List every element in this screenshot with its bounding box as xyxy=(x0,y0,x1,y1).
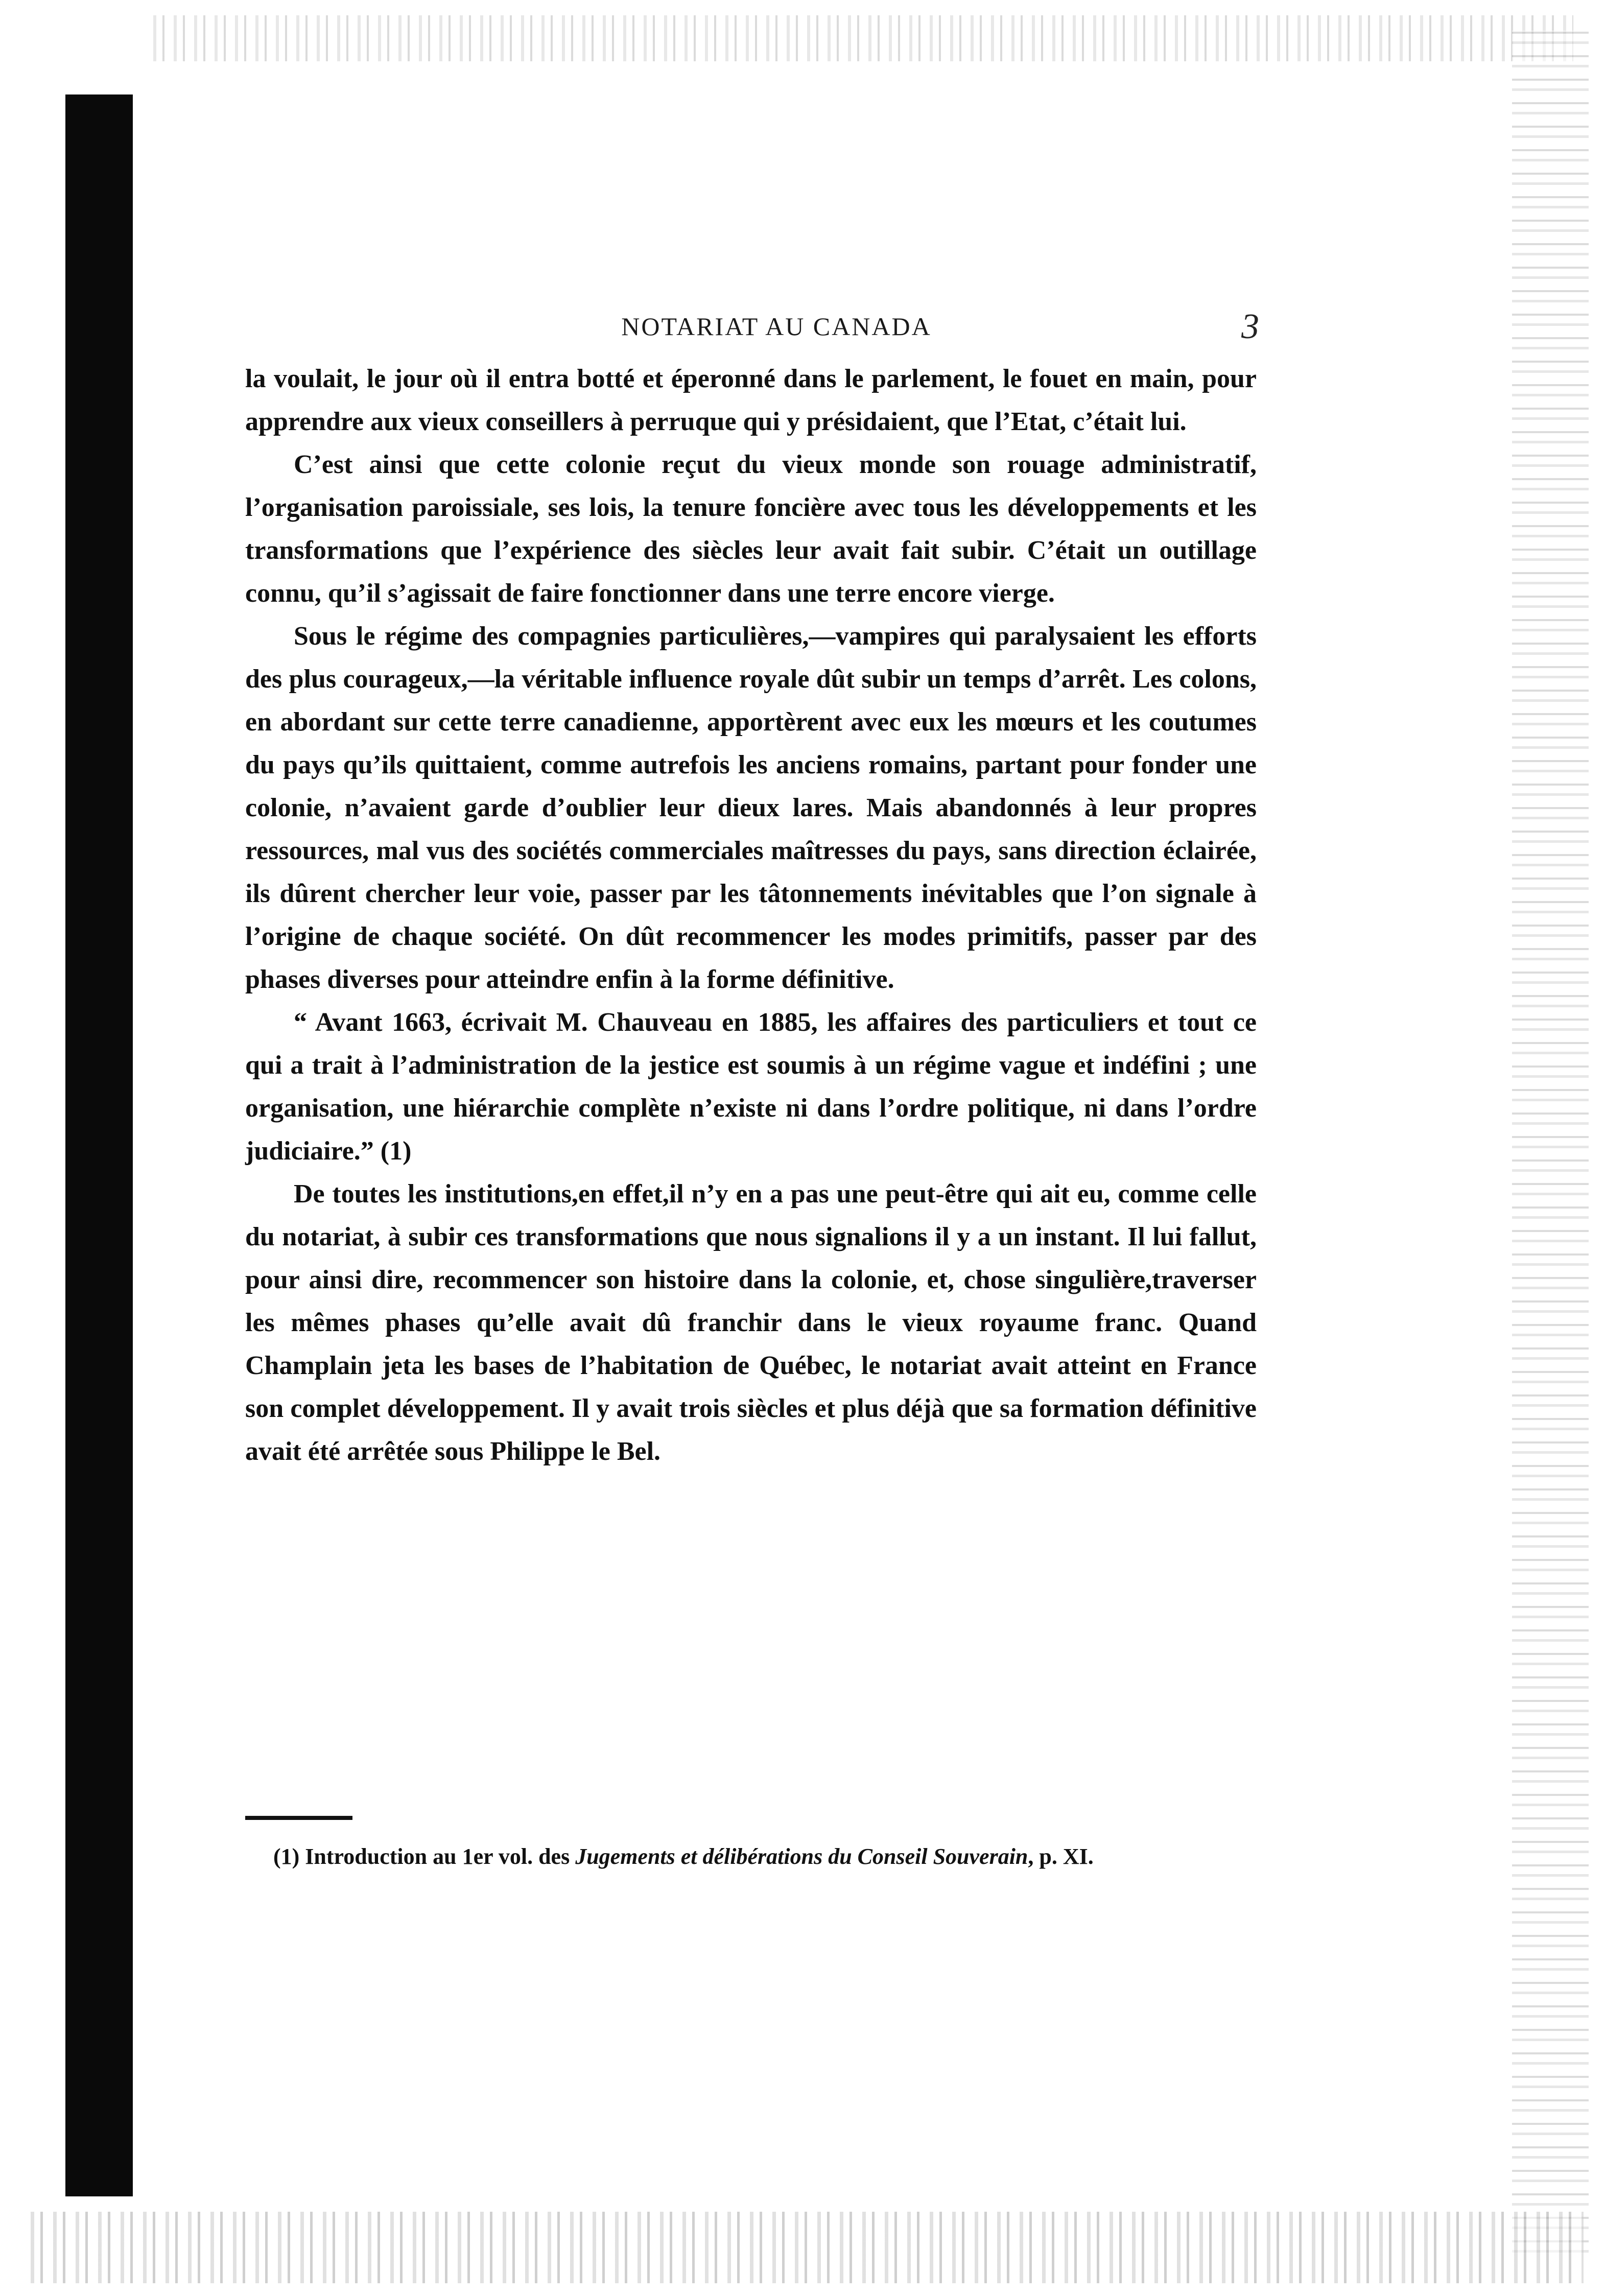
footnote xyxy=(245,1841,1257,1872)
scan-edge-shadow xyxy=(65,94,133,2196)
footnote-lead: (1) Introduction au 1er vol. des xyxy=(273,1844,576,1869)
paragraph: la voulait, le jour où il entra botté et éperonné dans le parlement, le fouet en main, pour apprendre aux vieux conseillers à perruque qui y présidaient, que l’Etat, c’était lui. xyxy=(245,364,1257,436)
footnote-title: Jugements et délibérations du Conseil Souverain xyxy=(575,1844,1028,1869)
scan-noise-top xyxy=(153,15,1573,61)
scan-noise-bottom xyxy=(31,2212,1584,2283)
footnote-divider xyxy=(245,1816,352,1820)
running-title: NOTARIAT AU CANADA xyxy=(621,312,932,341)
paragraph: C’est ainsi que cette colonie reçut du vieux monde son rouage administratif, l’organisation paroissiale, ses lois, la tenure foncière avec tous les développements et les transformations que l’expérience des siècles leur avait fait subir. C’était un outillage connu, qu’il s’agissait de faire fonctionner dans une terre encore vierge. xyxy=(245,450,1257,608)
page-number: 3 xyxy=(1241,307,1259,346)
body-text xyxy=(245,358,1257,1473)
paragraph: De toutes les institutions,en effet,il n’y en a pas une peut-être qui ait eu, comme celle du notariat, à subir ces transformations que nous signalions il y a un instant. Il lui fallut, pour ainsi dire, recommencer son histoire dans la colonie, et, chose singulière,traverser les mêmes phases qu’elle avait dû franchir dans le vieux royaume franc. Quand Champlain jeta les bases de l’habitation de Québec, le notariat avait atteint en France son complet développement. Il y avait trois siècles et plus déjà que sa formation définitive avait été arrêtée sous Philippe le Bel. xyxy=(245,1179,1257,1466)
footnote-tail: , p. XI. xyxy=(1028,1844,1094,1869)
paragraph: “ Avant 1663, écrivait M. Chauveau en 1885, les affaires des particuliers et tout ce qui a trait à l’administration de la jestice est soumis à un régime vague et indéfini ; une organisation, une hiérarchie complète n’existe ni dans l’ordre politique, ni dans l’ordre judiciaire.” (1) xyxy=(245,1008,1257,1166)
paragraph: Sous le régime des compagnies particulières,—vampires qui paralysaient les efforts des plus courageux,—la véritable influence royale dût subir un temps d’arrêt. Les colons, en abordant sur cette terre canadienne, apportèrent avec eux les mœurs et les coutumes du pays qu’ils quittaient, comme autrefois les anciens romains, partant pour fonder une colonie, n’avaient garde d’oublier leur dieux lares. Mais abandonnés à leur propres ressources, mal vus des sociétés commerciales maîtresses du pays, sans direction éclairée, ils dûrent chercher leur voie, passer par les tâtonnements inévitables que l’on signale à l’origine de chaque société. On dût recommencer les modes primitifs, passer par des phases diverses pour atteindre enfin à la forme définitive. xyxy=(245,622,1257,994)
scan-noise-right xyxy=(1512,31,1589,2253)
